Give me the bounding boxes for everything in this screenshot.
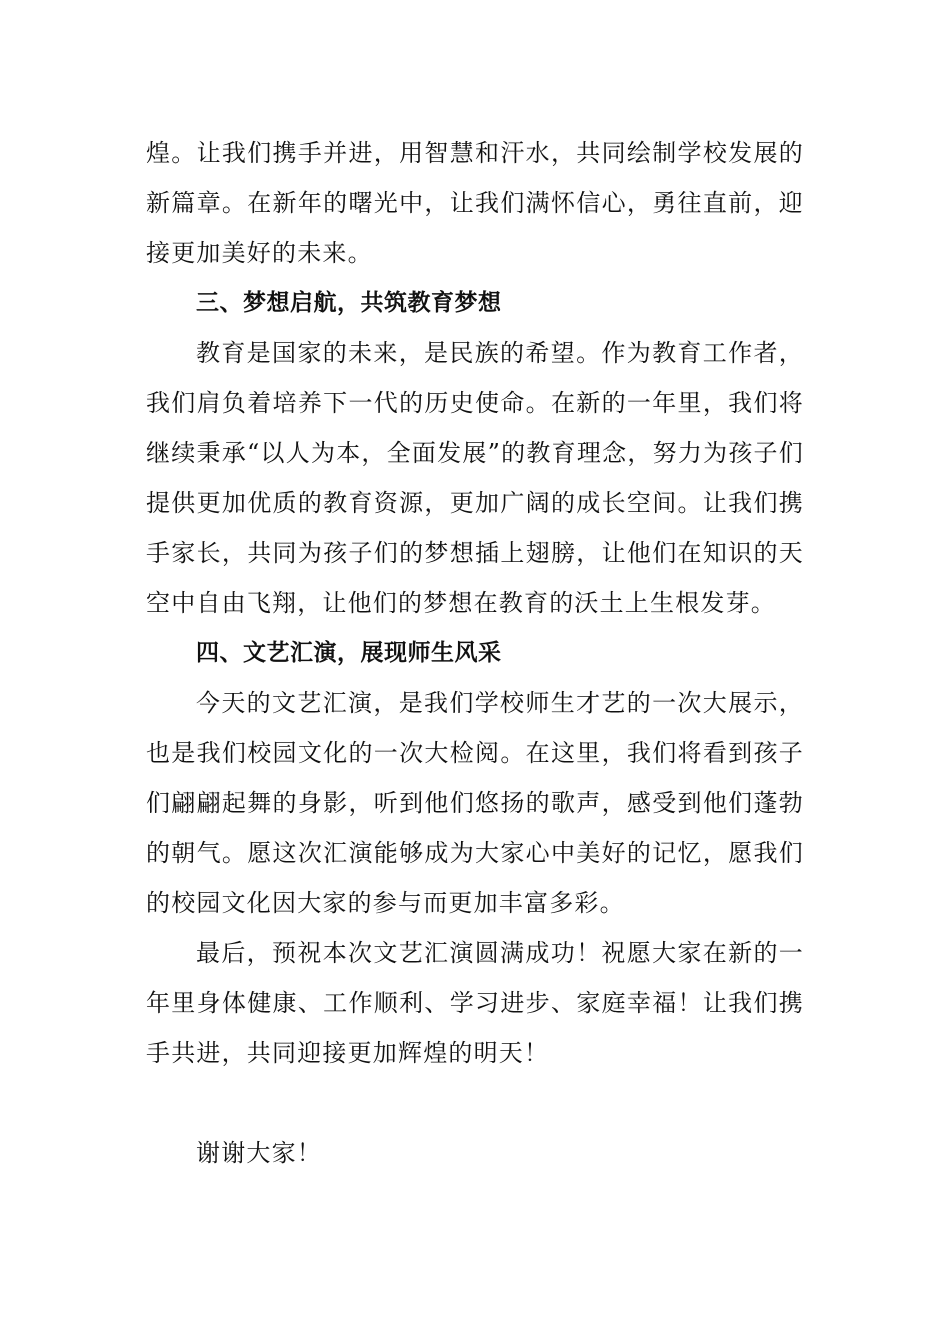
section-3-heading: 三、梦想启航，共筑教育梦想	[196, 290, 502, 316]
continued-paragraph: 煌。让我们携手并进，用智慧和汗水，共同绘制学校发展的新篇章。在新年的曙光中，让我们满怀信心，勇往直前，迎接更加美好的未来。	[146, 139, 804, 267]
closing-paragraph: 最后，预祝本次文艺汇演圆满成功！祝愿大家在新的一年里身体健康、工作顺利、学习进步、家庭幸福！让我们携手共进，共同迎接更加辉煌的明天！	[146, 939, 804, 1067]
section-3-paragraph: 教育是国家的未来，是民族的希望。作为教育工作者，我们肩负着培养下一代的历史使命。在新的一年里，我们将继续秉承“以人为本，全面发展”的教育理念，努力为孩子们提供更加优质的教育资源，更加广阔的成长空间。让我们携手家长，共同为孩子们的梦想插上翅膀，让他们在知识的天空中自由飞翔，让他们的梦想在教育的沃土上生根发芽。	[146, 339, 804, 617]
section-4-heading: 四、文艺汇演，展现师生风采	[196, 640, 502, 666]
section-4-paragraph: 今天的文艺汇演，是我们学校师生才艺的一次大展示，也是我们校园文化的一次大检阅。在这里，我们将看到孩子们翩翩起舞的身影，听到他们悠扬的歌声，感受到他们蓬勃的朝气。愿这次汇演能够成为大家心中美好的记忆，愿我们的校园文化因大家的参与而更加丰富多彩。	[146, 689, 804, 917]
document-body	[146, 128, 804, 1178]
thanks-line: 谢谢大家！	[196, 1139, 322, 1167]
blank-line	[146, 1078, 804, 1128]
